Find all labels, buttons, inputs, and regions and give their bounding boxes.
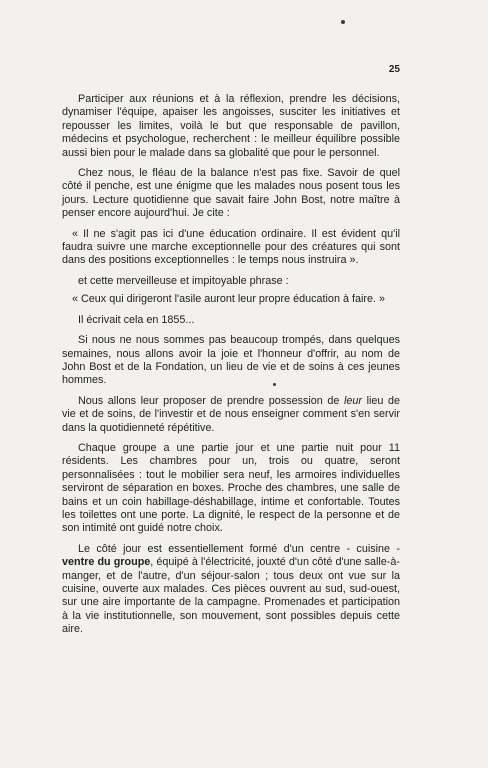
page-number: 25 <box>388 64 400 75</box>
paragraph: Participer aux réunions et à la réflexion, prendre les décisions, dynamiser l'équipe, apaiser les angoisses, susciter les initiatives et repousser les limites, voilà le but que responsable de pavillon, médecins et psychologue, recherchent : le meilleur équilibre possible aussi bien pour le malade dans sa globalité que pour le personnel. <box>62 93 400 159</box>
bold-phrase: ventre du groupe <box>62 556 151 569</box>
body-text <box>62 93 400 644</box>
quote-paragraph: « Ceux qui dirigeront l'asile auront leur propre éducation à faire. » <box>72 293 385 306</box>
paragraph-text: , équipé à l'électricité, jouxté d'un côté d'une salle-à-manger, et de l'autre, d'un séjour-salon ; tous deux ont vue sur la cuisine, ouverte aux malades. Ces pièces ouvrent au sud, sud-ouest, sur une aire importante de la campagne. Promenades et participation à la vie institutionnelle, son mouvement, sont possibles depuis cette aire. <box>62 556 400 636</box>
paragraph: Il écrivait cela en 1855... <box>78 313 195 326</box>
paragraph-text: Le côté jour est essentiellement formé d'un centre - cuisine - <box>78 542 400 555</box>
paragraph: et cette merveilleuse et impitoyable phrase : <box>78 274 289 287</box>
paragraph-text: lieu de vie et de soins, de l'investir et de nous enseigner comment s'en servir dans la quotidienneté répétitive. <box>62 394 400 434</box>
ink-speck <box>341 20 345 24</box>
paragraph-text: Nous allons leur proposer de prendre possession de <box>78 394 344 407</box>
paragraph: Chaque groupe a une partie jour et une partie nuit pour 11 résidents. Les chambres pour un, trois ou quatre, seront personnalisées : tout le mobilier sera neuf, les armoires individuelles serviront de séparation en boxes. Proche des chambres, une salle de bains et un coin habillage-déshabillage, intime et confortable. Toutes les toilettes ont une porte. La dignité, le respect de la personne et de son intimité ont guidé notre choix. <box>62 441 400 535</box>
paragraph: Si nous ne nous sommes pas beaucoup trompés, dans quelques semaines, nous allons avoir la joie et l'honneur d'offrir, au nom de John Bost et de la Fondation, un lieu de vie et de soins à ces jeunes hommes. <box>62 334 400 387</box>
quote-paragraph: « Il ne s'agit pas ici d'une éducation ordinaire. Il est évident qu'il faudra suivre une marche exceptionnelle pour des créatures qui sont dans des positions exceptionnelles : le temps nous instruira ». <box>62 227 400 267</box>
emphasized-word: leur <box>343 394 362 407</box>
paragraph <box>62 543 400 637</box>
paragraph: Chez nous, le fléau de la balance n'est pas fixe. Savoir de quel côté il penche, est une énigme que les malades nous posent tous les jours. Lecture quotidienne que savait faire John Bost, notre maître à penser encore aujourd'hui. Je cite : <box>62 167 400 220</box>
paragraph <box>62 395 400 435</box>
